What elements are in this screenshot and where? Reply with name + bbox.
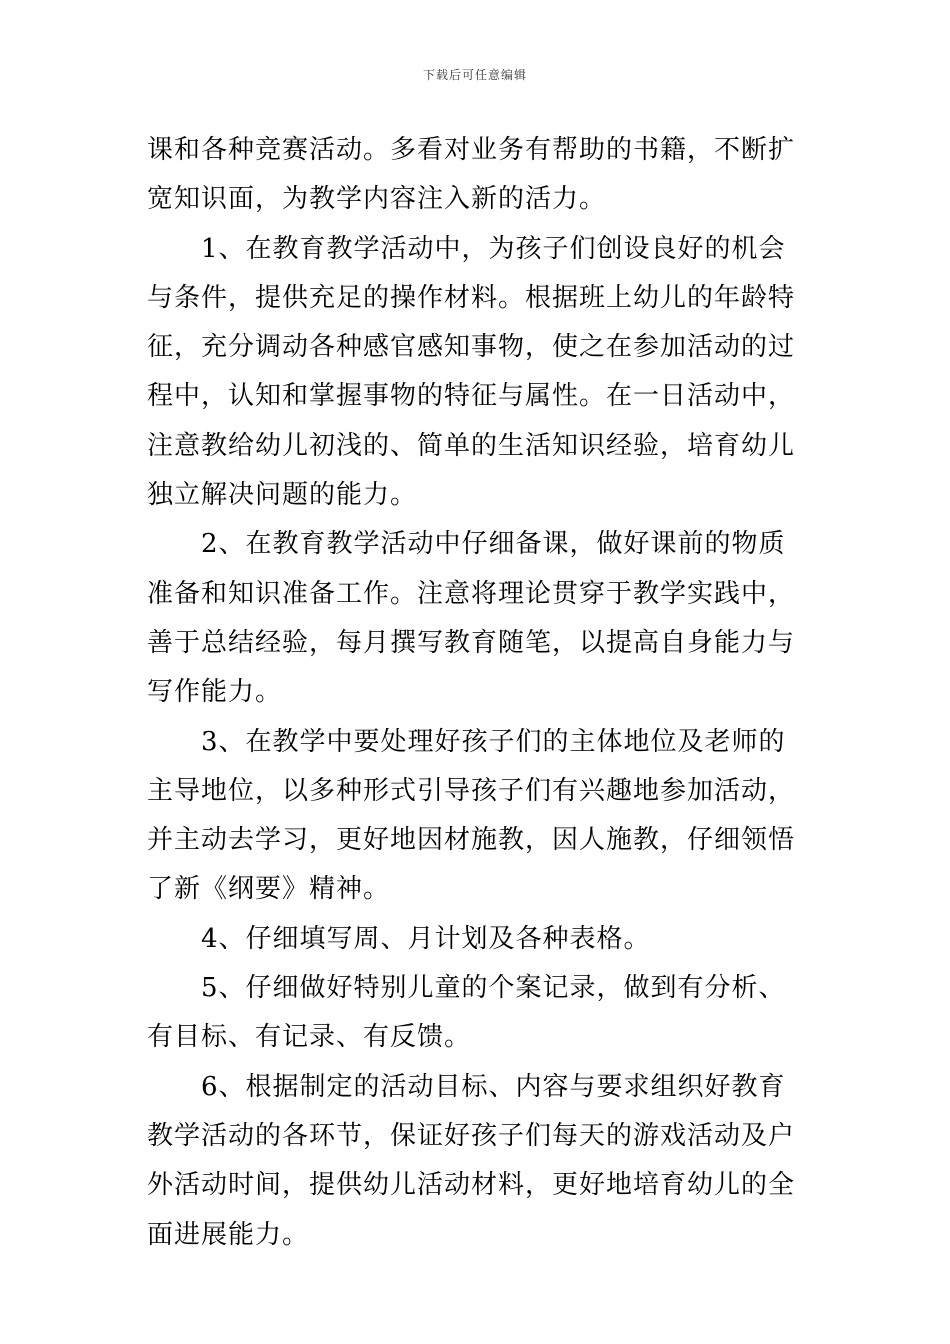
- paragraph-item-1: 1、在教育教学活动中，为孩子们创设良好的机会与条件，提供充足的操作材料。根据班上幼儿的年龄特征，充分调动各种感官感知事物，使之在参加活动的过程中，认知和掌握事物的特征与属性。在一日活动中，注意教给幼儿初浅的、简单的生活知识经验，培育幼儿独立解决问题的能力。: [147, 233, 796, 511]
- paragraph-item-4: 4、仔细填写周、月计划及各种表格。: [201, 923, 651, 954]
- paragraph-item-5: 5、仔细做好特别儿童的个案记录，做到有分析、有目标、有记录、有反馈。: [147, 973, 786, 1053]
- paragraph-item-2: 2、在教育教学活动中仔细备课，做好课前的物质准备和知识准备工作。注意将理论贯穿于教学实践中，善于总结经验，每月撰写教育随笔，以提高自身能力与写作能力。: [147, 529, 796, 708]
- document-body: [147, 126, 812, 1260]
- paragraph-item-6: 6、根据制定的活动目标、内容与要求组织好教育教学活动的各环节，保证好孩子们每天的游戏活动及户外活动时间，提供幼儿活动材料，更好地培育幼儿的全面进展能力。: [147, 1071, 796, 1250]
- page-header: 下载后可任意编辑: [422, 68, 527, 82]
- paragraph-item-3: 3、在教学中要处理好孩子们的主体地位及老师的主导地位，以多种形式引导孩子们有兴趣地参加活动，并主动去学习，更好地因材施教，因人施教，仔细领悟了新《纲要》精神。: [147, 726, 796, 905]
- paragraph-continuation: 课和各种竞赛活动。多看对业务有帮助的书籍，不断扩宽知识面，为教学内容注入新的活力。: [147, 135, 796, 215]
